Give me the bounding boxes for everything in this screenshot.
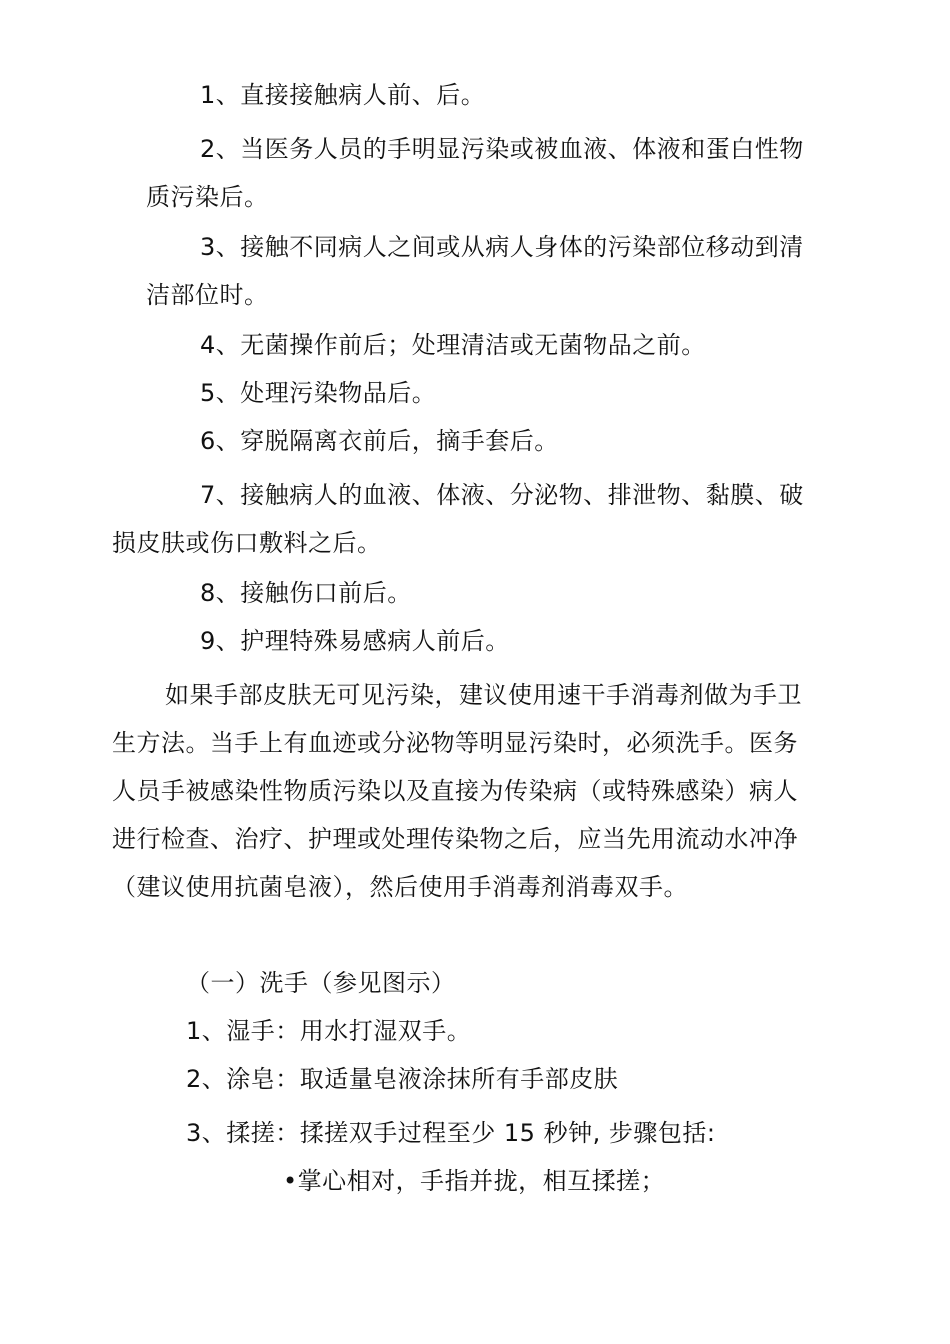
paragraph-line-5: （建议使用抗菌皂液），然后使用手消毒剂消毒双手。 <box>112 873 688 901</box>
paragraph-line-2: 生方法。当手上有血迹或分泌物等明显污染时，必须洗手。医务 <box>112 729 798 757</box>
list-item-8: 8、接触伤口前后。 <box>200 579 412 607</box>
bullet-item: •掌心相对，手指并拢，相互揉搓； <box>283 1167 666 1195</box>
list-item-3: 3、接触不同病人之间或从病人身体的污染部位移动到清 <box>200 233 804 261</box>
paragraph-line-1: 如果手部皮肤无可见污染，建议使用速干手消毒剂做为手卫 <box>165 681 802 709</box>
section-heading: （一）洗手（参见图示） <box>186 969 456 997</box>
list-item-6: 6、穿脱隔离衣前后，摘手套后。 <box>200 427 559 455</box>
step-1: 1、湿手：用水打湿双手。 <box>186 1017 472 1045</box>
list-item-1: 1、直接接触病人前、后。 <box>200 81 486 109</box>
paragraph-line-4: 进行检查、治疗、护理或处理传染物之后，应当先用流动水冲净 <box>112 825 798 853</box>
list-item-7: 7、接触病人的血液、体液、分泌物、排泄物、黏膜、破 <box>200 481 804 509</box>
list-item-7-continued: 损皮肤或伤口敷料之后。 <box>112 529 382 557</box>
step-3: 3、揉搓：揉搓双手过程至少 15 秒钟, 步骤包括: <box>186 1119 716 1147</box>
paragraph-line-3: 人员手被感染性物质污染以及直接为传染病（或特殊感染）病人 <box>112 777 798 805</box>
list-item-3-continued: 洁部位时。 <box>146 281 269 309</box>
list-item-5: 5、处理污染物品后。 <box>200 379 437 407</box>
list-item-9: 9、护理特殊易感病人前后。 <box>200 627 510 655</box>
list-item-2-continued: 质污染后。 <box>146 183 269 211</box>
list-item-2: 2、当医务人员的手明显污染或被血液、体液和蛋白性物 <box>200 135 804 163</box>
list-item-4: 4、无菌操作前后；处理清洁或无菌物品之前。 <box>200 331 706 359</box>
step-2: 2、涂皂：取适量皂液涂抹所有手部皮肤 <box>186 1065 619 1093</box>
